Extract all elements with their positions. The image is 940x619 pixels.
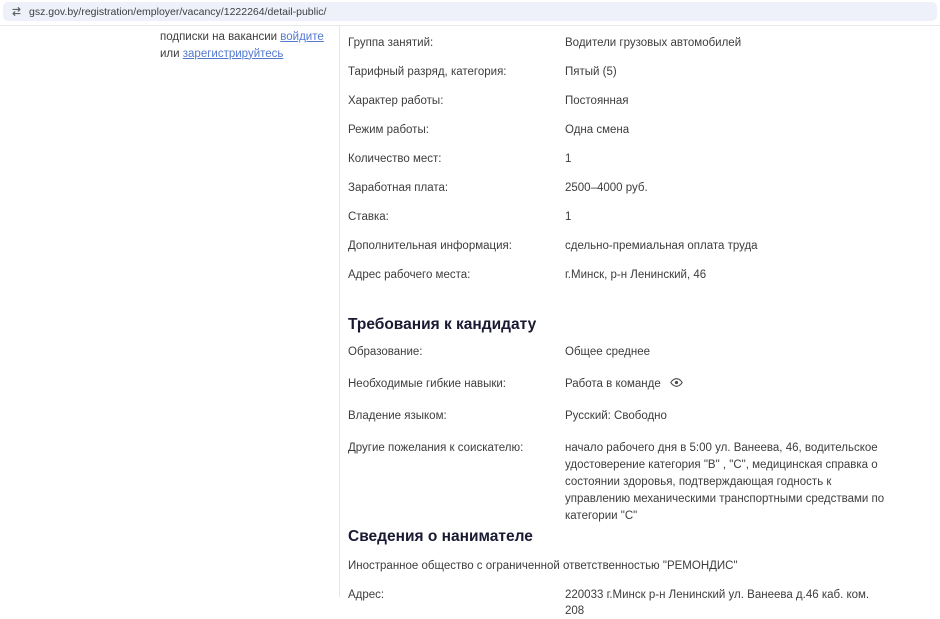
requirements-rows bbox=[348, 344, 934, 525]
auth-note-text: подписки на вакансии bbox=[160, 31, 281, 43]
employer-section-title: Сведения о нанимателе bbox=[348, 528, 533, 545]
detail-value: Постоянная bbox=[565, 95, 629, 107]
detail-row bbox=[348, 587, 934, 619]
detail-label: Тарифный разряд, категория: bbox=[348, 66, 507, 78]
detail-label: Ставка: bbox=[348, 211, 389, 223]
detail-row bbox=[348, 64, 934, 80]
detail-value: Водители грузовых автомобилей bbox=[565, 37, 742, 49]
detail-label: Адрес: bbox=[348, 589, 385, 601]
detail-row bbox=[348, 376, 934, 393]
swap-arrows-icon[interactable] bbox=[11, 6, 22, 17]
detail-value: 1 bbox=[565, 153, 572, 165]
detail-row bbox=[348, 93, 934, 109]
detail-label: Необходимые гибкие навыки: bbox=[348, 378, 506, 390]
detail-value bbox=[565, 376, 683, 393]
detail-row bbox=[348, 238, 934, 254]
employer-name: Иностранное общество с ограниченной ответственностью "РЕМОНДИС" bbox=[348, 560, 738, 572]
eye-icon[interactable] bbox=[670, 376, 683, 389]
detail-row bbox=[348, 408, 934, 425]
detail-value: начало рабочего дня в 5:00 ул. Ванеева, 46, водительское удостоверение категория "В" , "С", медицинская справка о состоянии здоровья, подтверждающая годность к управлению механическими транспортными средствами по категории "С" bbox=[565, 442, 885, 522]
detail-row bbox=[348, 35, 934, 51]
detail-label: Количество мест: bbox=[348, 153, 442, 165]
address-bar[interactable] bbox=[3, 2, 937, 21]
detail-label: Характер работы: bbox=[348, 95, 444, 107]
vacancy-detail-panel bbox=[348, 26, 934, 617]
detail-label: Владение языком: bbox=[348, 410, 447, 422]
detail-label: Группа занятий: bbox=[348, 37, 434, 49]
detail-row bbox=[348, 344, 934, 361]
detail-label: Другие пожелания к соискателю: bbox=[348, 442, 524, 454]
detail-label: Режим работы: bbox=[348, 124, 429, 136]
register-link[interactable]: зарегистрируйтесь bbox=[182, 47, 284, 60]
login-link[interactable]: войдите bbox=[280, 31, 324, 43]
auth-note-or: или bbox=[160, 47, 183, 60]
detail-value: Русский: Свободно bbox=[565, 410, 667, 422]
detail-value: Пятый (5) bbox=[565, 66, 617, 78]
detail-value: сдельно-премиальная оплата труда bbox=[565, 240, 758, 252]
detail-value: Одна смена bbox=[565, 124, 630, 136]
detail-label: Дополнительная информация: bbox=[348, 240, 512, 252]
requirements-section-title: Требования к кандидату bbox=[348, 316, 537, 333]
detail-row bbox=[348, 267, 934, 283]
detail-row bbox=[348, 209, 934, 225]
detail-label: Образование: bbox=[348, 346, 423, 358]
detail-row bbox=[348, 151, 934, 167]
content-divider bbox=[339, 26, 340, 597]
skill-value: Работа в команде bbox=[565, 378, 661, 390]
url-text[interactable]: gsz.gov.by/registration/employer/vacancy/1222264/detail-public/ bbox=[29, 5, 327, 18]
detail-row bbox=[348, 440, 934, 525]
detail-value: г.Минск, р-н Ленинский, 46 bbox=[565, 269, 707, 281]
detail-value: 1 bbox=[565, 211, 572, 223]
detail-row bbox=[348, 122, 934, 138]
detail-value: Общее среднее bbox=[565, 346, 650, 358]
detail-row bbox=[348, 180, 934, 196]
detail-label: Заработная плата: bbox=[348, 182, 449, 194]
detail-value: 2500–4000 руб. bbox=[565, 182, 648, 194]
detail-label: Адрес рабочего места: bbox=[348, 269, 471, 281]
detail-value: 220033 г.Минск р-н Ленинский ул. Ванеева д.46 каб. ком. 208 bbox=[565, 589, 870, 617]
